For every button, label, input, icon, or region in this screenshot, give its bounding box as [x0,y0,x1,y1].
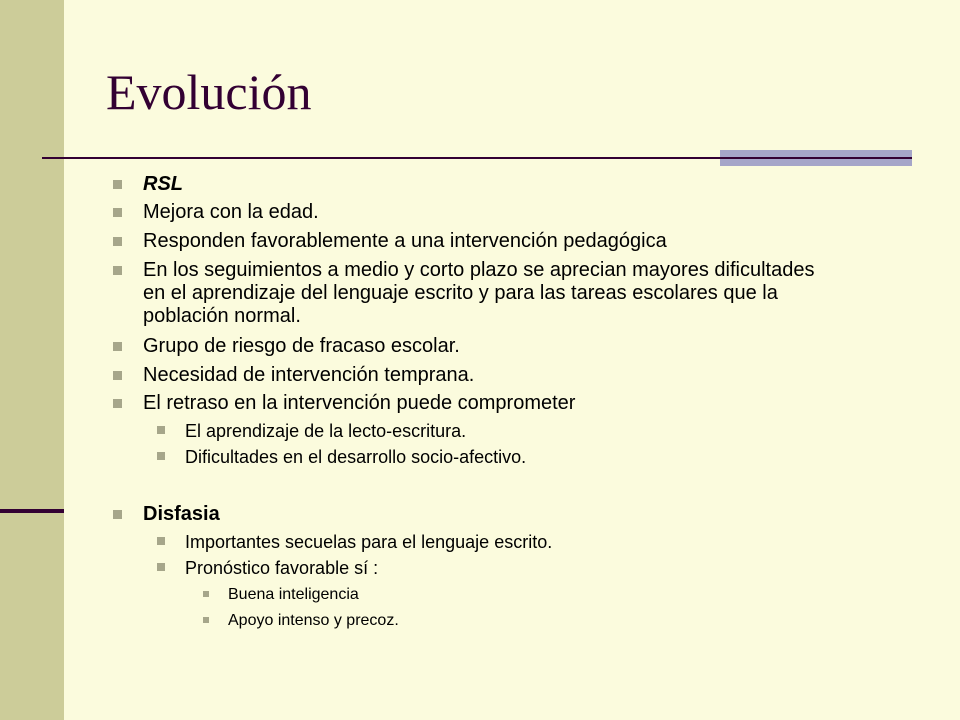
bullet-square-icon [203,591,209,597]
bullet-text: Responden favorablemente a una intervención pedagógica [143,230,667,252]
bullet-text: Buena inteligencia [228,586,359,603]
bullet-text: Mejora con la edad. [143,201,319,223]
bullet-square-icon [157,452,165,460]
bullet-item [143,335,460,358]
sub-bullet-item [185,446,526,468]
bullet-text: Apoyo intenso y precoz. [228,612,399,629]
bullet-item [143,364,474,387]
sub-sub-bullet-item [228,611,399,631]
bullet-square-icon [113,342,122,351]
bullet-square-icon [203,617,209,623]
bullet-square-icon [113,237,122,246]
bullet-square-icon [113,180,122,189]
sub-sub-bullet-item [228,585,359,605]
sub-bullet-item [185,557,378,579]
bullet-text: En los seguimientos a medio y corto plazo se aprecian mayores dificultades en el aprendizaje del lenguaje escrito y para las tareas escolares que la población normal. [143,259,815,327]
bullet-text: Grupo de riesgo de fracaso escolar. [143,335,460,357]
bullet-text: El retraso en la intervención puede comprometer [143,392,576,414]
bullet-square-icon [113,510,122,519]
bullet-square-icon [157,563,165,571]
bullet-item [143,392,575,415]
bullet-rsl-heading [143,173,183,196]
bullet-text: El aprendizaje de la lecto-escritura. [185,421,467,441]
bullet-square-icon [113,208,122,217]
bullet-item [143,201,319,224]
bullet-square-icon [157,537,165,545]
bullet-text: Importantes secuelas para el lenguaje escrito. [185,532,553,552]
bullet-square-icon [157,426,165,434]
slide-title: Evolución [106,64,312,120]
bullet-text: Dificultades en el desarrollo socio-afectivo. [185,447,527,467]
bullet-item [143,259,833,328]
bullet-square-icon [113,266,122,275]
bullet-text: Pronóstico favorable sí : [185,558,379,578]
bullet-text: Disfasia [143,503,220,525]
bullet-text: Necesidad de intervención temprana. [143,364,475,386]
sub-bullet-item [185,531,552,553]
bullet-square-icon [113,399,122,408]
bullet-item [143,230,667,253]
bullet-square-icon [113,371,122,380]
bullet-text: RSL [143,173,183,195]
bullet-disfasia-heading [143,503,220,526]
sub-bullet-item [185,420,466,442]
